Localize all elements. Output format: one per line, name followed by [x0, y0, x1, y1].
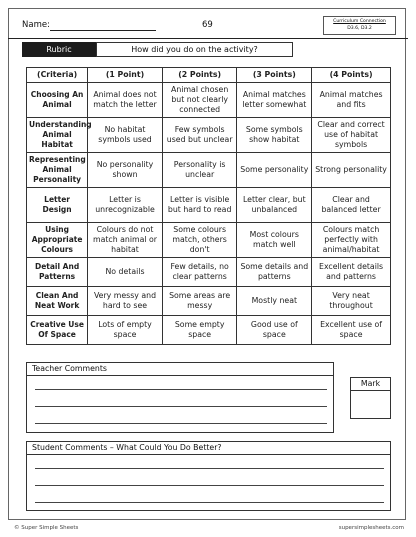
score-cell[interactable]: Lots of empty space: [88, 316, 163, 345]
curriculum-title: Curriculum Connection: [333, 19, 386, 24]
score-cell[interactable]: Clear and correct use of habitat symbols: [312, 118, 391, 153]
score-cell[interactable]: Letter clear, but unbalanced: [237, 188, 312, 223]
criteria-cell: Representing Animal Personality: [27, 153, 88, 188]
table-row: [27, 258, 391, 287]
score-cell[interactable]: Animal matches letter somewhat: [237, 83, 312, 118]
score-cell[interactable]: Animal chosen but not clearly connected: [162, 83, 237, 118]
score-cell[interactable]: Some empty space: [162, 316, 237, 345]
rubric-table: [26, 67, 391, 345]
table-row: [27, 316, 391, 345]
teacher-comments-title: Teacher Comments: [27, 363, 333, 376]
student-comments-title: Student Comments – What Could You Do Better?: [27, 442, 390, 455]
score-cell[interactable]: Colours match perfectly with animal/habitat: [312, 223, 391, 258]
table-row: [27, 188, 391, 223]
column-header: (Criteria): [27, 68, 88, 83]
score-cell[interactable]: Mostly neat: [237, 287, 312, 316]
column-header: (2 Points): [162, 68, 237, 83]
score-cell[interactable]: Few details, no clear patterns: [162, 258, 237, 287]
score-cell[interactable]: Personality is unclear: [162, 153, 237, 188]
teacher-comments-box: [26, 362, 334, 433]
score-cell[interactable]: Some details and patterns: [237, 258, 312, 287]
student-comment-line[interactable]: [35, 485, 384, 486]
rubric-body: [27, 83, 391, 345]
curriculum-connection-box: [323, 16, 396, 35]
table-row: [27, 223, 391, 258]
score-cell[interactable]: No personality shown: [88, 153, 163, 188]
student-comments-box: [26, 441, 391, 511]
score-cell[interactable]: Excellent details and patterns: [312, 258, 391, 287]
criteria-cell: Using Appropriate Colours: [27, 223, 88, 258]
score-cell[interactable]: Strong personality: [312, 153, 391, 188]
criteria-cell: Choosing An Animal: [27, 83, 88, 118]
score-cell[interactable]: Clear and balanced letter: [312, 188, 391, 223]
table-row: [27, 83, 391, 118]
criteria-cell: Letter Design: [27, 188, 88, 223]
score-cell[interactable]: No habitat symbols used: [88, 118, 163, 153]
score-cell[interactable]: Some colours match, others don't: [162, 223, 237, 258]
score-cell[interactable]: Animal matches and fits: [312, 83, 391, 118]
score-cell[interactable]: Very neat throughout: [312, 287, 391, 316]
score-cell[interactable]: Animal does not match the letter: [88, 83, 163, 118]
mark-label: Mark: [351, 378, 390, 391]
student-comment-line[interactable]: [35, 468, 384, 469]
criteria-cell: Detail And Patterns: [27, 258, 88, 287]
criteria-cell: Clean And Neat Work: [27, 287, 88, 316]
score-cell[interactable]: Good use of space: [237, 316, 312, 345]
score-cell[interactable]: Colours do not match animal or habitat: [88, 223, 163, 258]
mark-box[interactable]: [350, 377, 391, 419]
teacher-comment-line[interactable]: [35, 406, 327, 407]
teacher-comment-line[interactable]: [35, 423, 327, 424]
score-cell[interactable]: Some symbols show habitat: [237, 118, 312, 153]
header-divider: [8, 38, 408, 39]
score-cell[interactable]: Excellent use of space: [312, 316, 391, 345]
footer-website: supersimplesheets.com: [338, 525, 404, 531]
rubric-header-row: [27, 68, 391, 83]
score-cell[interactable]: Very messy and hard to see: [88, 287, 163, 316]
score-cell[interactable]: Most colours match well: [237, 223, 312, 258]
rubric-tab: Rubric: [22, 42, 96, 57]
curriculum-codes: D3.6, D3.2: [347, 26, 372, 31]
name-label: Name:: [22, 20, 50, 30]
column-header: (1 Point): [88, 68, 163, 83]
score-cell[interactable]: Letter is visible but hard to read: [162, 188, 237, 223]
score-cell[interactable]: Few symbols used but unclear: [162, 118, 237, 153]
score-cell[interactable]: Letter is unrecognizable: [88, 188, 163, 223]
student-comment-line[interactable]: [35, 502, 384, 503]
column-header: (3 Points): [237, 68, 312, 83]
criteria-cell: Creative Use Of Space: [27, 316, 88, 345]
table-row: [27, 287, 391, 316]
criteria-cell: Understanding Animal Habitat: [27, 118, 88, 153]
rubric-question: How did you do on the activity?: [96, 42, 293, 57]
score-cell[interactable]: Some areas are messy: [162, 287, 237, 316]
teacher-comment-line[interactable]: [35, 389, 327, 390]
score-cell[interactable]: No details: [88, 258, 163, 287]
footer-copyright: © Super Simple Sheets: [14, 525, 79, 531]
name-write-line[interactable]: [50, 30, 156, 31]
table-row: [27, 118, 391, 153]
page-number: 69: [202, 20, 213, 30]
column-header: (4 Points): [312, 68, 391, 83]
score-cell[interactable]: Some personality: [237, 153, 312, 188]
table-row: [27, 153, 391, 188]
